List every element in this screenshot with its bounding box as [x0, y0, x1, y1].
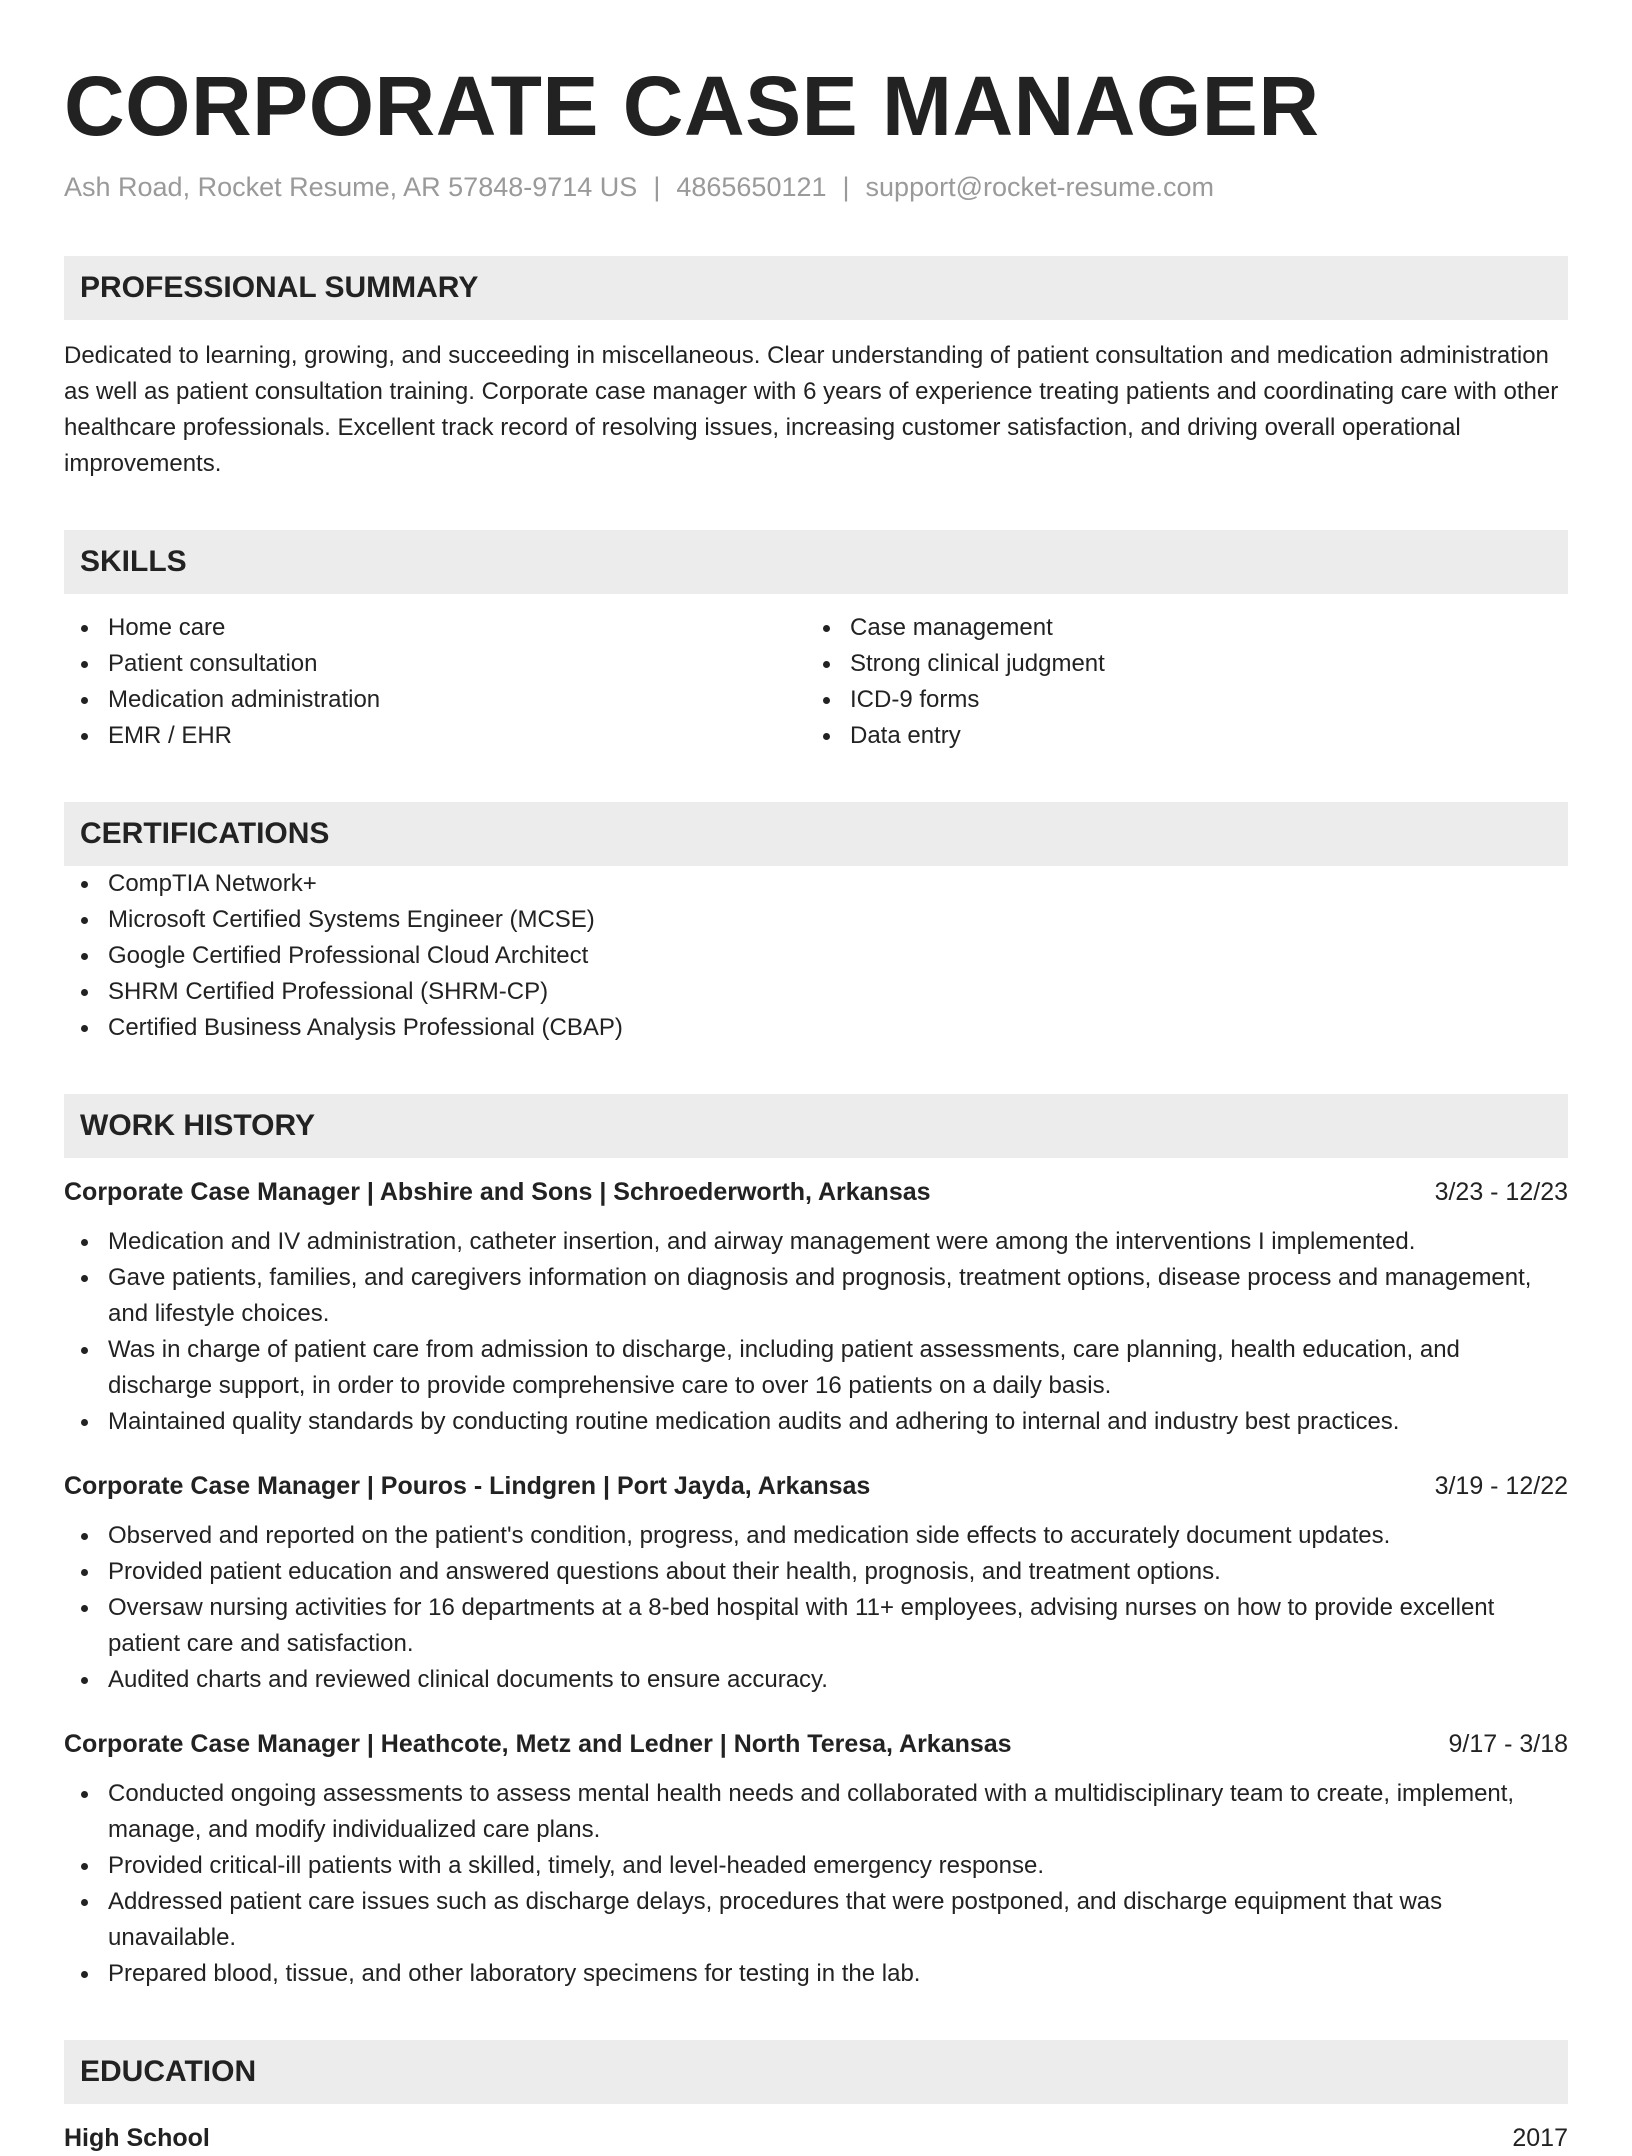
job-bullet: Prepared blood, tissue, and other laboratory specimens for testing in the lab.	[64, 1956, 1568, 1992]
education-entry	[64, 2120, 1568, 2156]
job-header	[64, 1726, 1568, 1762]
job-bullet: Maintained quality standards by conducting routine medication audits and adhering to internal and industry best practices.	[64, 1404, 1568, 1440]
job-dates: 3/23 - 12/23	[1434, 1178, 1568, 1206]
job-bullet: Was in charge of patient care from admission to discharge, including patient assessments, care planning, health education, and discharge support, in order to provide comprehensive care to over 16 patients on a daily basis.	[64, 1332, 1568, 1404]
certifications-list	[64, 866, 1568, 1046]
skills-column-right	[806, 610, 1548, 754]
certification-item: CompTIA Network+	[64, 866, 1568, 902]
contact-separator: |	[842, 172, 850, 202]
job-bullet: Observed and reported on the patient's condition, progress, and medication side effects to accurately document updates.	[64, 1518, 1568, 1554]
job-title: Corporate Case Manager | Abshire and Sons | Schroederworth, Arkansas	[64, 1178, 931, 1206]
certification-item: SHRM Certified Professional (SHRM-CP)	[64, 974, 1568, 1010]
education-year: 2017	[1512, 2124, 1568, 2152]
education-school: High School	[64, 2124, 210, 2152]
job-bullets	[64, 1224, 1568, 1440]
skill-item: Patient consultation	[64, 646, 806, 682]
job-bullet: Gave patients, families, and caregivers information on diagnosis and prognosis, treatment options, disease process and management, and lifestyle choices.	[64, 1260, 1568, 1332]
job-bullet: Provided critical-ill patients with a skilled, timely, and level-headed emergency response.	[64, 1848, 1568, 1884]
job-header	[64, 1468, 1568, 1504]
skill-item: Data entry	[806, 718, 1548, 754]
job-header	[64, 1174, 1568, 1210]
candidate-name: CORPORATE CASE MANAGER	[64, 59, 1320, 153]
skill-item: Case management	[806, 610, 1548, 646]
section-heading-work-history: WORK HISTORY	[64, 1094, 1568, 1158]
job-entry	[64, 1174, 1568, 1440]
skill-item: Strong clinical judgment	[806, 646, 1548, 682]
skill-item: Medication administration	[64, 682, 806, 718]
summary-text: Dedicated to learning, growing, and succeeding in miscellaneous. Clear understanding of patient consultation and medication administration as well as patient consultation training. Corporate case manager with 6 years of experience treating patients and coordinating care with other healthcare professionals. Excellent track record of resolving issues, increasing customer satisfaction, and driving overall operational improvements.	[64, 342, 1559, 477]
job-entry	[64, 1468, 1568, 1698]
job-dates: 3/19 - 12/22	[1434, 1472, 1568, 1500]
certification-item: Certified Business Analysis Professional (CBAP)	[64, 1010, 1568, 1046]
contact-address: Ash Road, Rocket Resume, AR 57848-9714 US	[64, 172, 638, 202]
job-title: Corporate Case Manager | Heathcote, Metz and Ledner | North Teresa, Arkansas	[64, 1730, 1012, 1758]
section-heading-education: EDUCATION	[64, 2040, 1568, 2104]
job-bullet: Medication and IV administration, catheter insertion, and airway management were among the interventions I implemented.	[64, 1224, 1568, 1260]
skills-column-left	[64, 610, 806, 754]
job-bullet: Audited charts and reviewed clinical documents to ensure accuracy.	[64, 1662, 1568, 1698]
job-title: Corporate Case Manager | Pouros - Lindgren | Port Jayda, Arkansas	[64, 1472, 871, 1500]
skills-grid	[64, 610, 1568, 754]
contact-separator: |	[653, 172, 661, 202]
section-heading-skills: SKILLS	[64, 530, 1568, 594]
contact-line	[64, 170, 1568, 204]
job-bullets	[64, 1518, 1568, 1698]
certification-item: Google Certified Professional Cloud Architect	[64, 938, 1568, 974]
job-dates: 9/17 - 3/18	[1448, 1730, 1568, 1758]
job-bullet: Addressed patient care issues such as discharge delays, procedures that were postponed, and discharge equipment that was unavailable.	[64, 1884, 1568, 1956]
skill-item: Home care	[64, 610, 806, 646]
contact-email: support@rocket-resume.com	[865, 172, 1215, 202]
section-heading-certifications: CERTIFICATIONS	[64, 802, 1568, 866]
job-bullet: Provided patient education and answered questions about their health, prognosis, and treatment options.	[64, 1554, 1568, 1590]
section-heading-summary: PROFESSIONAL SUMMARY	[64, 256, 1568, 320]
job-bullet: Conducted ongoing assessments to assess mental health needs and collaborated with a multidisciplinary team to create, implement, manage, and modify individualized care plans.	[64, 1776, 1568, 1848]
skill-item: EMR / EHR	[64, 718, 806, 754]
contact-phone: 4865650121	[676, 172, 827, 202]
job-entry	[64, 1726, 1568, 1992]
job-bullet: Oversaw nursing activities for 16 departments at a 8-bed hospital with 11+ employees, advising nurses on how to provide excellent patient care and satisfaction.	[64, 1590, 1568, 1662]
job-bullets	[64, 1776, 1568, 1992]
skill-item: ICD-9 forms	[806, 682, 1548, 718]
certification-item: Microsoft Certified Systems Engineer (MCSE)	[64, 902, 1568, 938]
